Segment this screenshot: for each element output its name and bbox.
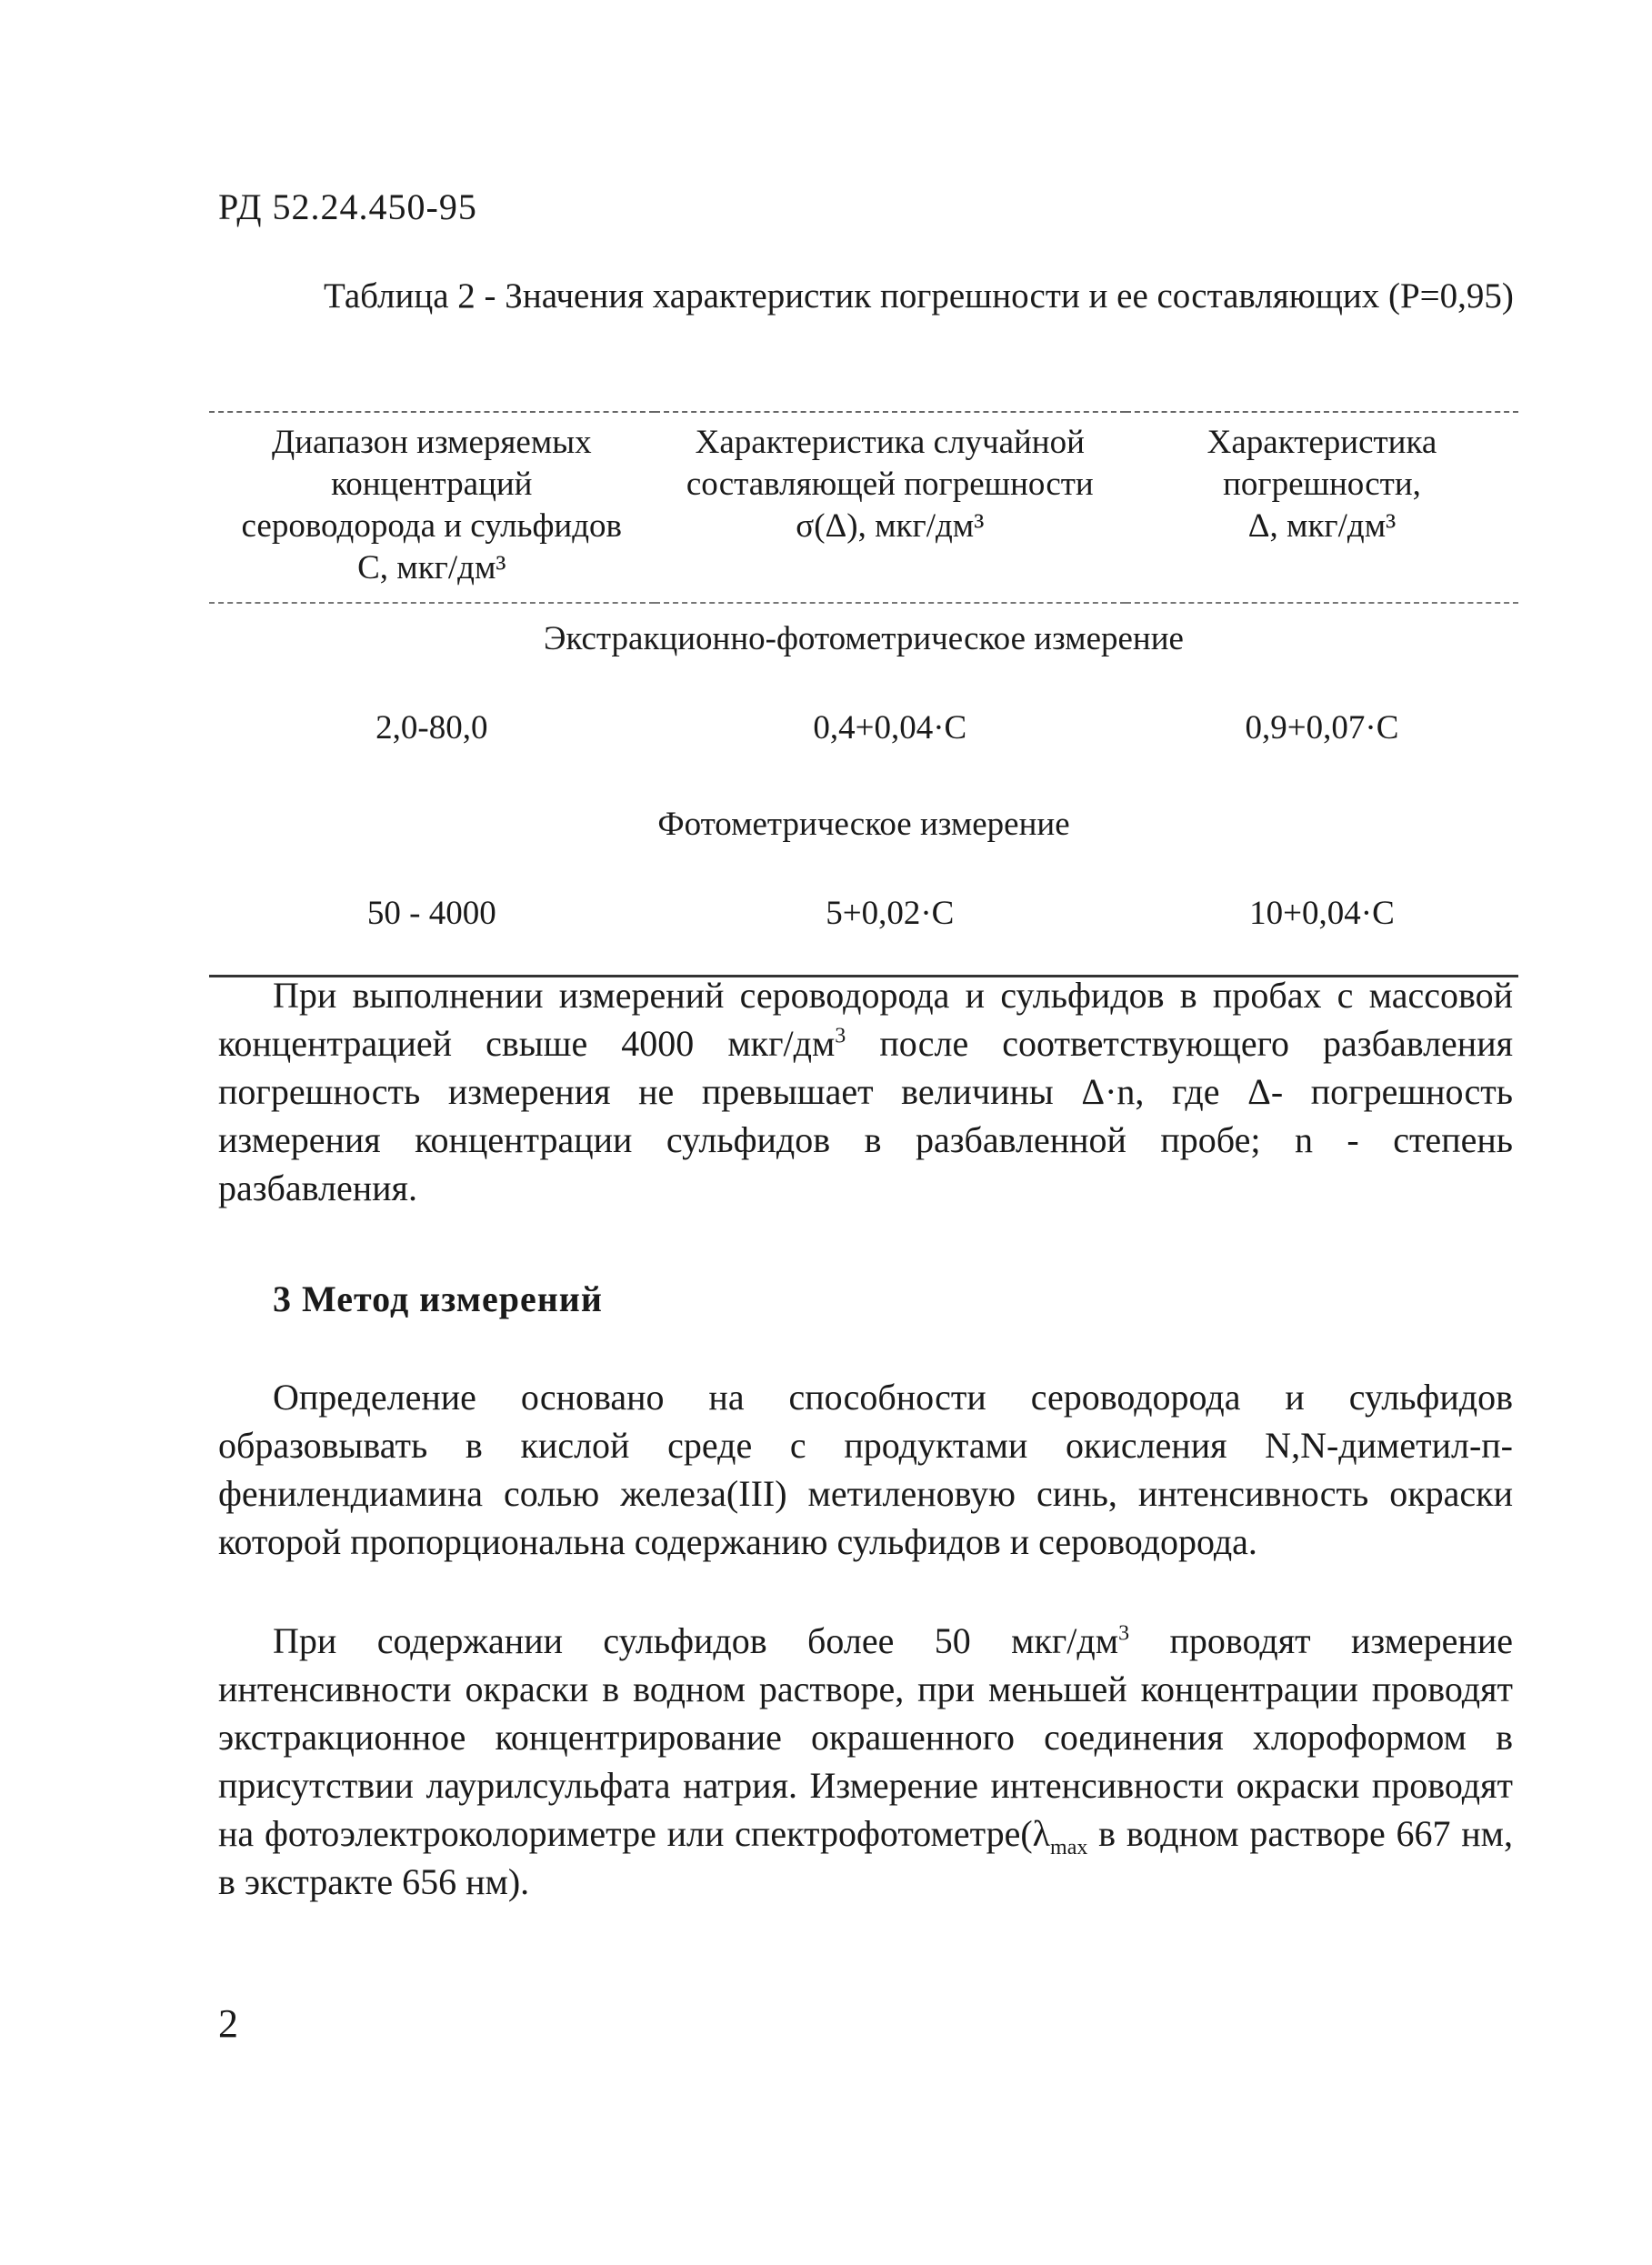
column-header-error	[1126, 412, 1518, 603]
header-line: Δ, мкг/дм³	[1247, 507, 1397, 545]
table-section-row	[209, 603, 1518, 671]
section-heading: 3 Метод измерений	[273, 1278, 603, 1319]
error-characteristics-table	[209, 411, 1518, 977]
table-row	[209, 857, 1518, 977]
paragraph-text: после соответствующего разбавления погрешность измерения не превышает величины Δ·n, где Δ- погрешность измерения концентрации сульфидов в разбавленной пробе; n - степень разбавления.	[218, 1023, 1513, 1208]
header-line: Характеристика случайной	[695, 424, 1085, 461]
superscript: 3	[1118, 1621, 1130, 1646]
superscript: 3	[835, 1024, 846, 1048]
header-line: погрешности,	[1223, 466, 1421, 503]
paragraph-method-basis	[218, 1373, 1513, 1566]
column-header-range	[209, 412, 655, 603]
header-line: сероводорода и сульфидов	[241, 507, 623, 545]
header-line: Характеристика	[1206, 424, 1437, 461]
paragraph-text: в водном растворе 667 нм, в экстракте 656 нм).	[218, 1813, 1513, 1902]
page-number: 2	[218, 2001, 238, 2046]
column-header-random-error	[655, 412, 1126, 603]
header-line: С, мкг/дм³	[357, 549, 506, 586]
paragraph-dilution-error	[218, 971, 1513, 1212]
table-row	[209, 671, 1518, 789]
cell-range: 2,0-80,0	[375, 709, 488, 747]
cell-range: 50 - 4000	[209, 857, 655, 977]
paragraph-text: Определение основано на способности сероводорода и сульфидов образовывать в кислой среде с продуктами окисления N,N-диметил-п-фенилендиамина солью железа(III) метиленовую синь, интенсивность окраски которой пропорциональна содержанию сульфидов и сероводорода.	[218, 1377, 1513, 1562]
header-line: Диапазон измеряемых	[272, 424, 592, 461]
paragraph-text: При содержании сульфидов более 50 мкг/дм	[273, 1620, 1119, 1661]
header-line: составляющей погрешности	[686, 466, 1094, 503]
doc-code: РД 52.24.450-95	[218, 186, 477, 227]
table-section-row	[209, 789, 1518, 857]
subscript: max	[1050, 1836, 1088, 1859]
cell-error: 10+0,04·C	[1126, 857, 1518, 977]
table-header-row	[209, 412, 1518, 603]
paragraph-text: При выполнении измерений сероводорода и сульфидов в пробах с массовой концентрацией свыше 4000 мкг/дм	[218, 975, 1513, 1064]
cell-random-error: 0,4+0,04·C	[813, 709, 967, 747]
section-title-photometric: Фотометрическое измерение	[657, 806, 1070, 843]
paragraph-text: проводят измерение интенсивности окраски в водном растворе, при меньшей концентрации проводят экстракционное концентрирование окрашенного соединения хлороформом в присутствии лаурилсульфата натрия. Измерение интенсивности окраски проводят на фотоэлектроколориметре или спектрофотометре(λ	[218, 1620, 1514, 1854]
cell-random-error: 5+0,02·C	[655, 857, 1126, 977]
header-line: концентраций	[331, 466, 533, 503]
table-caption: Таблица 2 - Значения характеристик погрешности и ее составляющих (Р=0,95)	[324, 276, 1514, 316]
paragraph-measurement	[218, 1617, 1513, 1906]
cell-error: 0,9+0,07·C	[1245, 709, 1399, 747]
section-title-extraction: Экстракционно-фотометрическое измерение	[544, 620, 1184, 657]
header-line: σ(Δ), мкг/дм³	[796, 507, 985, 545]
